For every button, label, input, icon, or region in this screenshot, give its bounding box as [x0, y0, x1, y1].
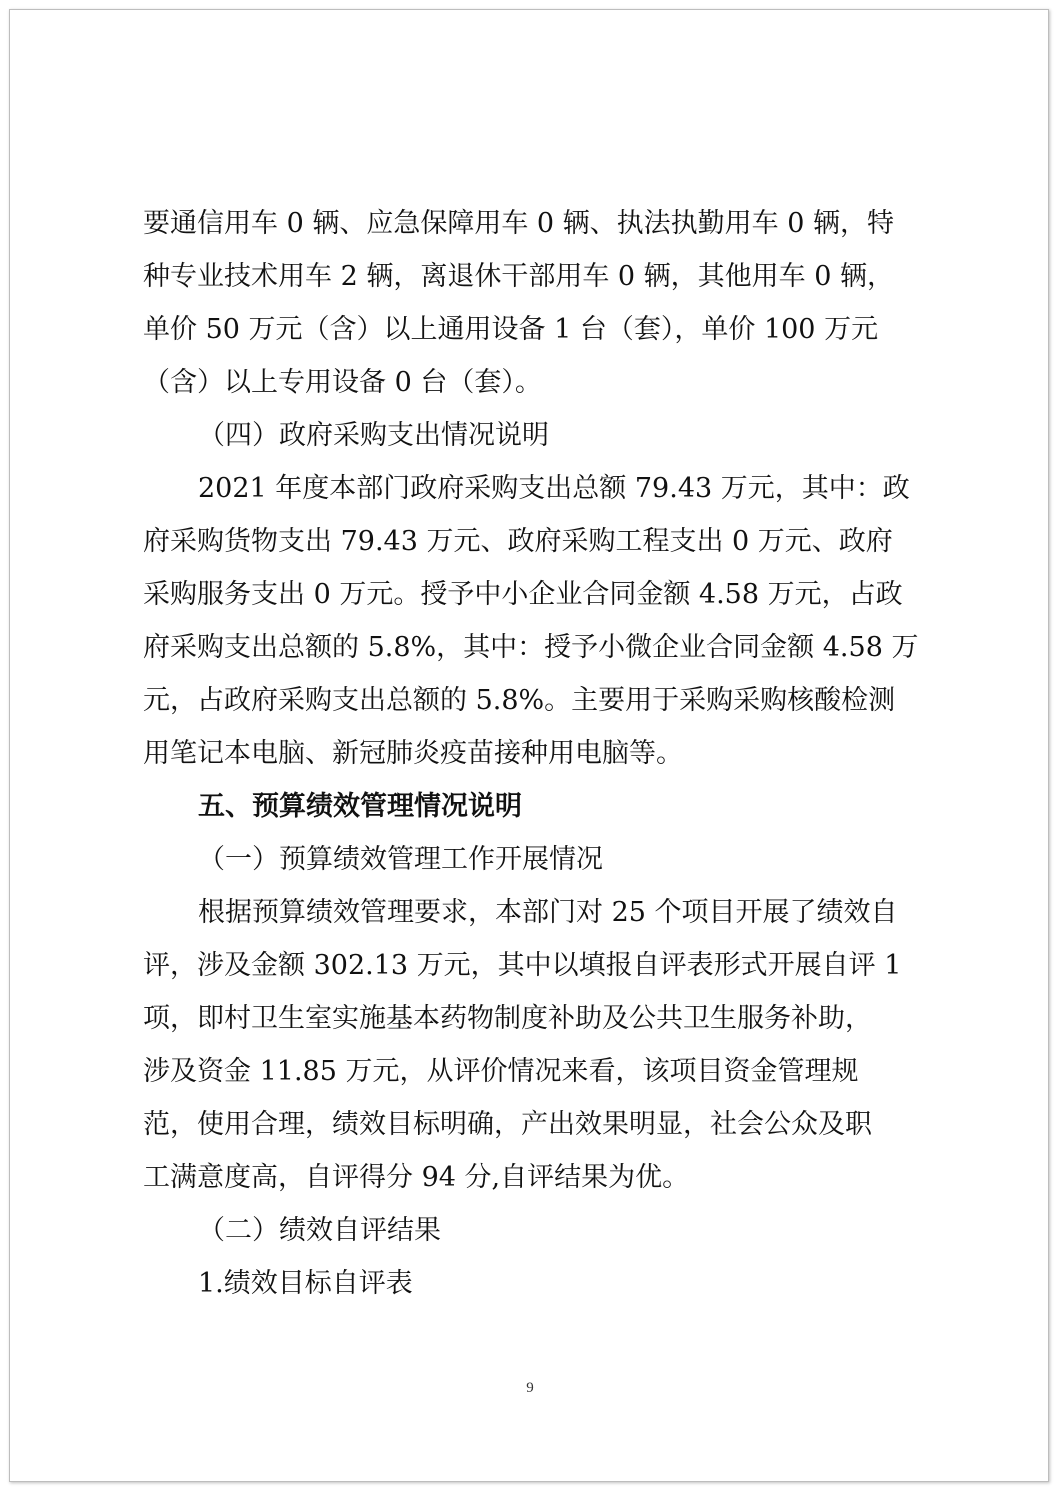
body-text-line: 工满意度高，自评得分 94 分,自评结果为优。: [143, 1162, 690, 1193]
body-text-line: 项，即村卫生室实施基本药物制度补助及公共卫生服务补助，: [143, 1003, 872, 1034]
body-text-line: 府采购货物支出 79.43 万元、政府采购工程支出 0 万元、政府: [143, 526, 893, 557]
body-text-line: 府采购支出总额的 5.8%，其中：授予小微企业合同金额 4.58 万: [143, 632, 919, 663]
section-heading-self-evaluation: （二）绩效自评结果: [198, 1215, 441, 1246]
chapter-heading-performance: 五、预算绩效管理情况说明: [198, 791, 522, 822]
body-text-line: 要通信用车 0 辆、应急保障用车 0 辆、执法执勤用车 0 辆，特: [143, 208, 895, 239]
page-number: 9: [526, 1380, 534, 1396]
body-text-line: （含）以上专用设备 0 台（套）。: [143, 367, 542, 398]
body-text-line: 评，涉及金额 302.13 万元，其中以填报自评表形式开展自评 1: [143, 950, 902, 981]
body-text-line: 采购服务支出 0 万元。授予中小企业合同金额 4.58 万元，占政: [143, 579, 903, 610]
body-text-line: 涉及资金 11.85 万元，从评价情况来看，该项目资金管理规: [143, 1056, 859, 1087]
section-heading-performance-work: （一）预算绩效管理工作开展情况: [198, 844, 603, 875]
body-text-line: 根据预算绩效管理要求，本部门对 25 个项目开展了绩效自: [198, 897, 898, 928]
body-text-line: 2021 年度本部门政府采购支出总额 79.43 万元，其中：政: [198, 473, 910, 504]
section-heading-procurement: （四）政府采购支出情况说明: [198, 420, 549, 451]
body-text-line: 范，使用合理，绩效目标明确，产出效果明显，社会公众及职: [143, 1109, 872, 1140]
body-text-line: 种专业技术用车 2 辆，离退休干部用车 0 辆，其他用车 0 辆，: [143, 261, 895, 292]
subsection-heading-goal-table: 1.绩效目标自评表: [198, 1268, 413, 1299]
body-text-line: 用笔记本电脑、新冠肺炎疫苗接种用电脑等。: [143, 738, 683, 769]
body-text-line: 单价 50 万元（含）以上通用设备 1 台（套），单价 100 万元: [143, 314, 879, 345]
body-text-line: 元，占政府采购支出总额的 5.8%。主要用于采购采购核酸检测: [143, 685, 896, 716]
